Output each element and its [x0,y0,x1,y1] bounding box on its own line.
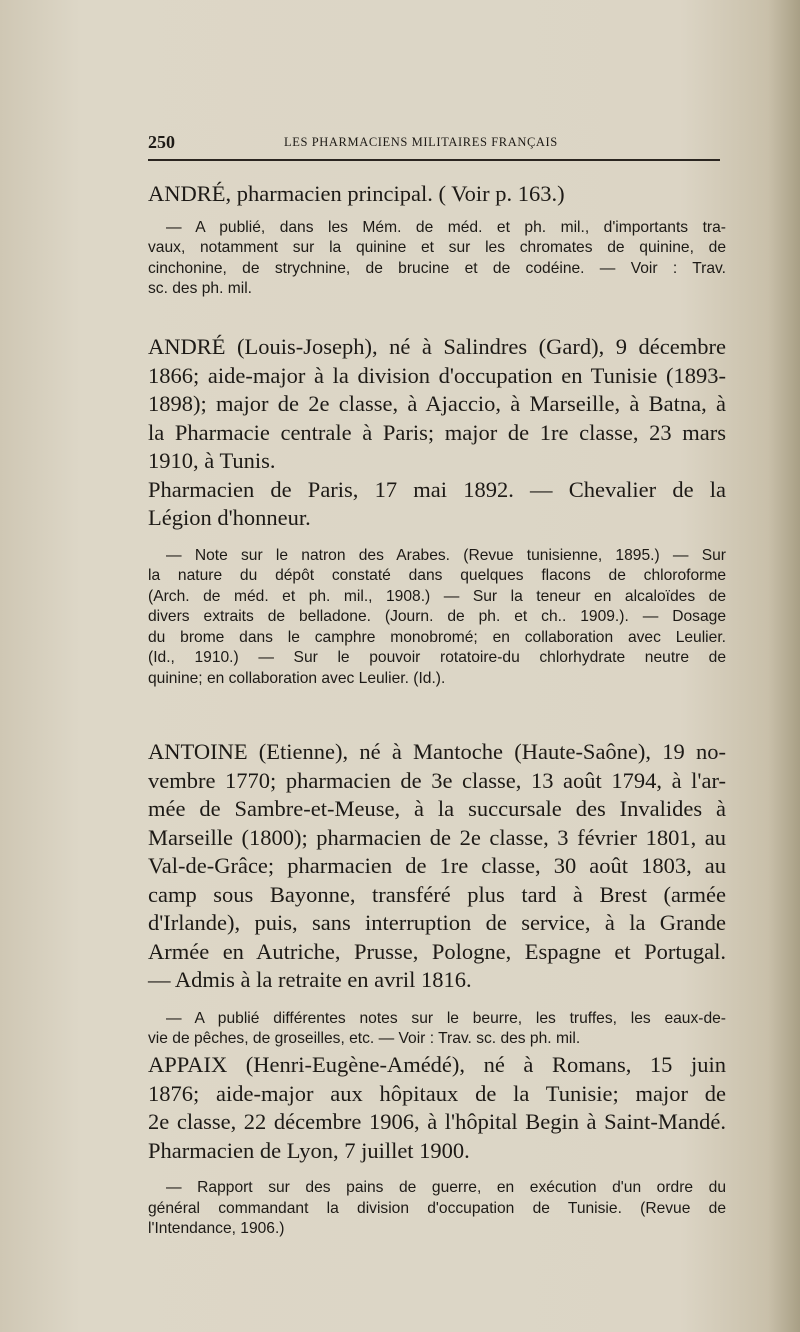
text-line: ANDRÉ (Louis-Joseph), né à Salindres (Gard), 9 décembre [148,334,726,359]
entry-andre-principal [148,180,726,300]
text-line: (Arch. de méd. et ph. mil., 1908.) — Sur la teneur en alcaloïdes de [148,587,726,605]
entry-appaix-henri [148,1051,726,1240]
text-line: mée de Sambre-et-Meuse, à la succursale des Invalides à [148,796,726,821]
text-line: Marseille (1800); pharmacien de 2e classe, 3 février 1801, au [148,824,726,850]
text-line: vaux, notamment sur la quinine et sur les chromates de quinine, de [148,239,726,256]
text-line: Armée en Autriche, Prusse, Pologne, Espagne et Portugal. [148,938,726,964]
text-line: la nature du dépôt constaté dans quelques flacons de chloroforme [148,567,726,584]
text-line: vembre 1770; pharmacien de 3e classe, 13 août 1794, à l'ar- [148,767,726,793]
running-title: LES PHARMACIENS MILITAIRES FRANÇAIS [284,135,558,149]
text-line: cinchonine, de strychnine, de brucine et de codéine. — Voir : Trav. [148,259,726,277]
text-line: — Admis à la retraite en avril 1816. [148,967,472,992]
text-line: 1866; aide-major à la division d'occupation en Tunisie (1893- [148,362,726,388]
text-line: camp sous Bayonne, transféré plus tard à Brest (armée [148,881,726,907]
entry-andre-louis-joseph [148,333,726,689]
text-line: du brome dans le camphre monobromé; en collaboration avec Leulier. [148,628,726,646]
entry-antoine-etienne [148,738,726,1050]
text-line: — A publié différentes notes sur le beurre, les truffes, les eaux-de- [166,1009,726,1027]
entry-publications [148,1009,726,1050]
text-line: — A publié, dans les Mém. de méd. et ph. mil., d'importants tra- [166,218,726,236]
text-line: 2e classe, 22 décembre 1906, à l'hôpital Begin à Saint-Mandé. [148,1109,726,1134]
text-line: général commandant la division d'occupation de Tunisie. (Revue de [148,1199,726,1217]
text-line: vie de pêches, de groseilles, etc. — Voir : Trav. sc. des ph. mil. [148,1030,581,1047]
text-line: Pharmacien de Paris, 17 mai 1892. — Chevalier de la [148,476,726,502]
text-line: d'Irlande), puis, sans interruption de service, à la Grande [148,910,726,935]
text-line: l'Intendance, 1906.) [148,1220,285,1237]
entry-biography [148,738,726,995]
text-line: Pharmacien de Lyon, 7 juillet 1900. [148,1137,470,1163]
entry-publications [148,218,726,300]
text-line: sc. des ph. mil. [148,280,252,297]
text-line: divers extraits de belladone. (Journ. de ph. et ch.. 1909.). — Dosage [148,608,726,625]
text-line: — Note sur le natron des Arabes. (Revue tunisienne, 1895.) — Sur [166,546,726,564]
text-line: (Id., 1910.) — Sur le pouvoir rotatoire-du chlorhydrate neutre de [148,649,726,666]
text-line: la Pharmacie centrale à Paris; major de 1re classe, 23 mars [148,419,726,445]
entry-publications [148,546,726,690]
text-line: ANTOINE (Etienne), né à Mantoche (Haute-Saône), 19 no- [148,739,726,764]
text-line: 1876; aide-major aux hôpitaux de la Tunisie; major de [148,1080,726,1106]
text-line: 1898); major de 2e classe, à Ajaccio, à Marseille, à Batna, à [148,391,726,416]
text-line: — Rapport sur des pains de guerre, en exécution d'un ordre du [166,1179,726,1196]
entry-biography [148,1051,726,1165]
text-line: Légion d'honneur. [148,505,311,530]
text-line: quinine; en collaboration avec Leulier. (Id.). [148,669,446,687]
text-line: 1910, à Tunis. [148,448,276,473]
text-line: ANDRÉ, pharmacien principal. ( Voir p. 163.) [148,181,565,206]
page-number: 250 [148,132,175,152]
entry-biography [148,333,726,533]
text-line: Val-de-Grâce; pharmacien de 1re classe, 30 août 1803, au [148,853,726,878]
header-rule [148,159,720,161]
entry-heading [148,180,726,209]
entry-publications [148,1178,726,1240]
page-header [148,132,718,156]
text-line: APPAIX (Henri-Eugène-Amédé), né à Romans, 15 juin [148,1052,726,1077]
